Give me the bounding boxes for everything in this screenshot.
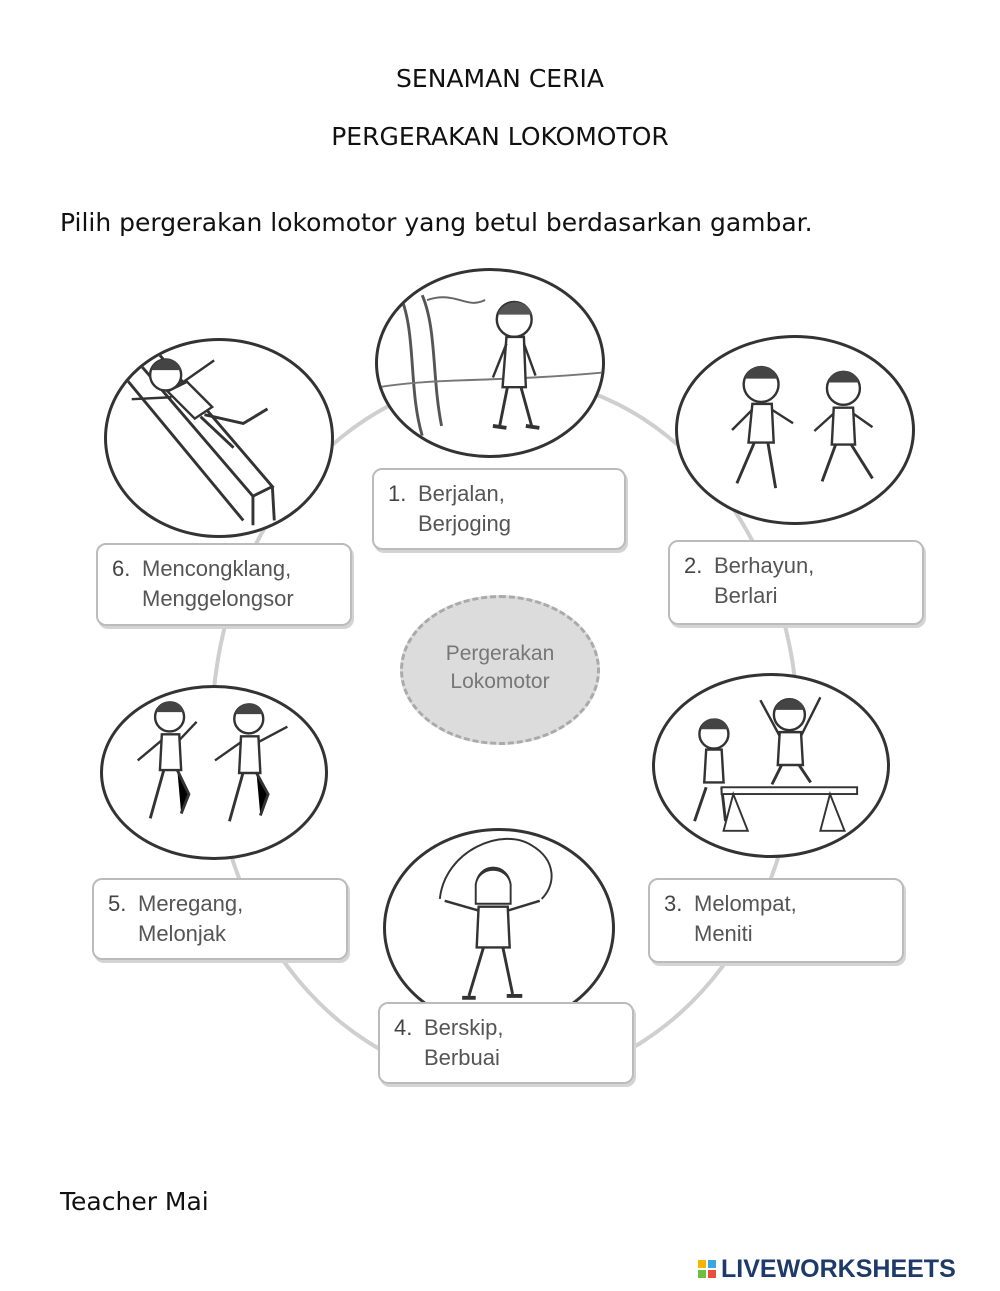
liveworksheets-logo[interactable] bbox=[698, 1255, 956, 1283]
option-label-line2: Menggelongsor bbox=[142, 586, 294, 611]
option-label-line1: Mencongklang, bbox=[142, 556, 292, 581]
center-label-line2: Lokomotor bbox=[450, 670, 550, 693]
option-label-line1: Melompat, bbox=[694, 891, 797, 916]
option-box-5[interactable] bbox=[92, 878, 348, 960]
option-box-4[interactable] bbox=[378, 1002, 634, 1084]
option-label-line2: Berlari bbox=[714, 583, 778, 608]
logo-text: LIVEWORKSHEETS bbox=[721, 1254, 956, 1283]
worksheet-subtitle: PERGERAKAN LOKOMOTOR bbox=[331, 122, 669, 151]
option-number: 6. bbox=[112, 556, 131, 581]
option-label-line2: Meniti bbox=[694, 921, 753, 946]
boy-jumping-icon bbox=[652, 673, 890, 858]
option-box-6[interactable] bbox=[96, 543, 352, 626]
option-label-line1: Meregang, bbox=[138, 891, 244, 916]
girl-walking-icon bbox=[375, 268, 605, 458]
logo-square bbox=[708, 1260, 716, 1268]
center-bubble bbox=[400, 595, 600, 745]
option-label-line2: Berjoging bbox=[418, 511, 511, 536]
option-label-line2: Berbuai bbox=[424, 1045, 500, 1070]
option-label-line1: Berjalan, bbox=[418, 481, 505, 506]
logo-square bbox=[708, 1270, 716, 1278]
option-label-line1: Berskip, bbox=[424, 1015, 504, 1040]
worksheet-title: SENAMAN CERIA bbox=[396, 64, 604, 93]
option-box-3[interactable] bbox=[648, 878, 904, 963]
option-label-line1: Berhayun, bbox=[714, 553, 815, 578]
boys-galloping-icon bbox=[100, 685, 328, 860]
option-box-1[interactable] bbox=[372, 468, 626, 550]
option-box-2[interactable] bbox=[668, 540, 924, 625]
center-label-line1: Pergerakan bbox=[445, 642, 555, 665]
logo-square bbox=[698, 1270, 706, 1278]
option-number: 1. bbox=[388, 481, 407, 506]
boys-running-icon bbox=[675, 335, 915, 525]
instruction-text: Pilih pergerakan lokomotor yang betul berdasarkan gambar. bbox=[60, 208, 813, 237]
option-number: 5. bbox=[108, 891, 127, 916]
locomotor-diagram bbox=[0, 260, 1000, 1100]
option-number: 4. bbox=[394, 1015, 413, 1040]
logo-square bbox=[698, 1260, 706, 1268]
girl-skipping-rope-icon bbox=[383, 828, 615, 1028]
option-label-line2: Melonjak bbox=[138, 921, 227, 946]
option-number: 2. bbox=[684, 553, 703, 578]
option-number: 3. bbox=[664, 891, 683, 916]
logo-squares-icon bbox=[698, 1260, 716, 1278]
boy-sliding-icon bbox=[104, 338, 334, 538]
teacher-name: Teacher Mai bbox=[60, 1187, 209, 1216]
